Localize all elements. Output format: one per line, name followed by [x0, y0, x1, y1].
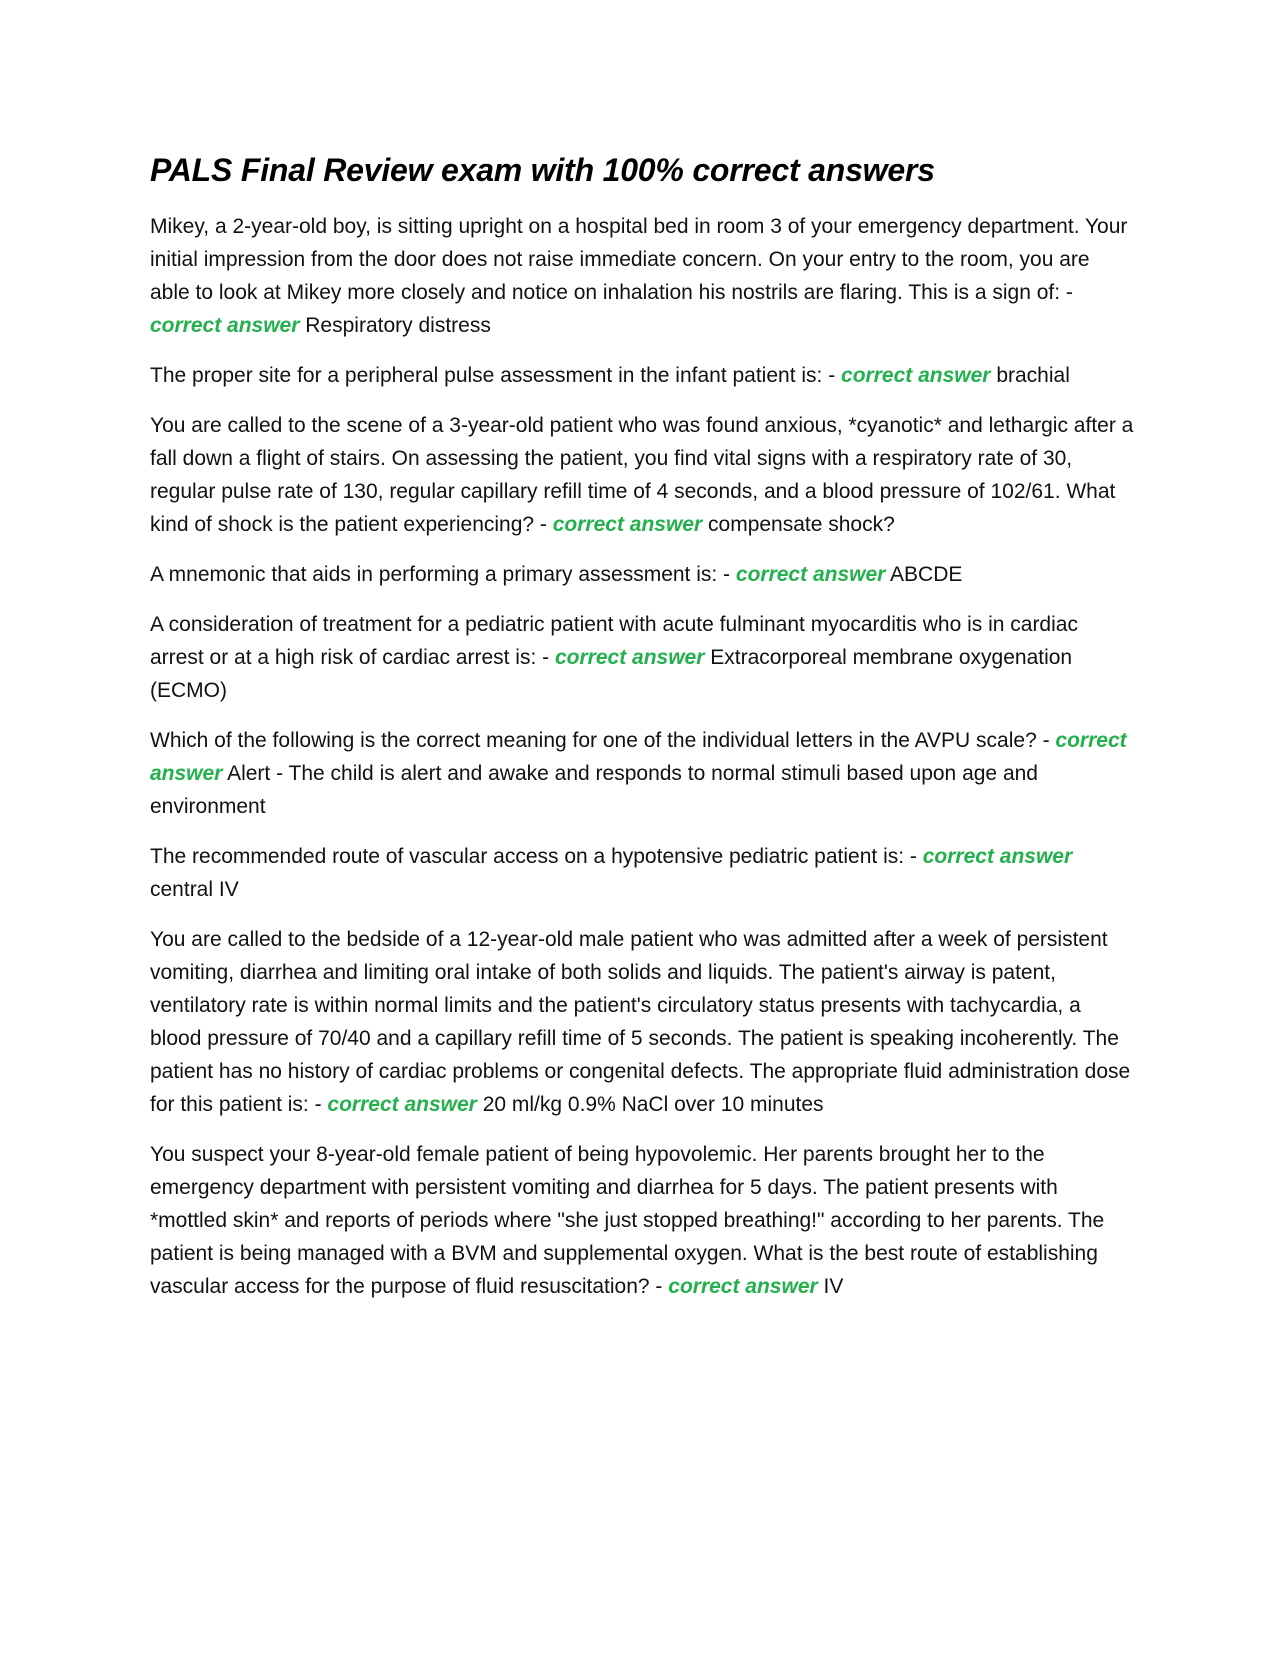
correct-answer-label: correct answer	[150, 729, 1127, 785]
answer-text: Extracorporeal membrane oxygenation (ECMO)	[150, 646, 1073, 702]
qa-item	[150, 359, 1135, 392]
document-page	[150, 150, 1135, 1320]
qa-item	[150, 409, 1135, 541]
correct-answer-label: correct answer	[554, 646, 705, 669]
answer-text: compensate shock?	[708, 513, 895, 536]
answer-text: central IV	[150, 878, 239, 901]
answer-text: brachial	[996, 364, 1070, 387]
question-text: You are called to the scene of a 3-year-old patient who was found anxious, *cyanotic* and lethargic after a fall down a flight of stairs. On assessing the patient, you find vital signs with a respiratory rate of 30, regular pulse rate of 130, regular capillary refill time of 4 seconds, and a blood pressure of 102/61. What kind of shock is the patient experiencing? -	[150, 414, 1134, 536]
answer-text: IV	[823, 1275, 844, 1298]
answer-text: 20 ml/kg 0.9% NaCl over 10 minutes	[482, 1093, 824, 1116]
question-text: You are called to the bedside of a 12-year-old male patient who was admitted after a week of persistent vomiting, diarrhea and limiting oral intake of both solids and liquids. The patient's airway is patent, ventilatory rate is within normal limits and the patient's circulatory status presents with tachycardia, a blood pressure of 70/40 and a capillary refill time of 5 seconds. The patient is speaking incoherently. The patient has no history of cardiac problems or congenital defects. The appropriate fluid administration dose for this patient is: -	[150, 928, 1131, 1116]
qa-item	[150, 558, 1135, 591]
correct-answer-label: correct answer	[735, 563, 886, 586]
answer-text: Alert - The child is alert and awake and responds to normal stimuli based upon age and environment	[150, 762, 1038, 818]
correct-answer-label: correct answer	[668, 1275, 818, 1298]
question-text: Mikey, a 2-year-old boy, is sitting upright on a hospital bed in room 3 of your emergency department. Your initial impression from the door does not raise immediate concern. On your entry to the room, you are able to look at Mikey more closely and notice on inhalation his nostrils are flaring. This is a sign of: -	[150, 215, 1128, 304]
question-text: A consideration of treatment for a pediatric patient with acute fulminant myocarditis who is in cardiac arrest or at a high risk of cardiac arrest is: -	[150, 613, 1078, 669]
answer-text: ABCDE	[890, 563, 963, 586]
document-title: PALS Final Review exam with 100% correct answers	[150, 152, 935, 188]
qa-item	[150, 1138, 1135, 1303]
qa-item	[150, 840, 1135, 906]
correct-answer-label: correct answer	[552, 513, 703, 536]
question-text: The recommended route of vascular access on a hypotensive pediatric patient is: -	[150, 845, 917, 868]
question-text: The proper site for a peripheral pulse assessment in the infant patient is: -	[150, 364, 836, 387]
correct-answer-label: correct answer	[841, 364, 991, 387]
qa-item	[150, 724, 1135, 823]
question-text: Which of the following is the correct meaning for one of the individual letters in the AVPU scale? -	[150, 729, 1050, 752]
question-text: You suspect your 8-year-old female patient of being hypovolemic. Her parents brought her to the emergency department with persistent vomiting and diarrhea for 5 days. The patient presents with *mottled skin* and reports of periods where "she just stopped breathing!" according to her parents. The patient is being managed with a BVM and supplemental oxygen. What is the best route of establishing vascular access for the purpose of fluid resuscitation? -	[150, 1143, 1105, 1298]
answer-text: Respiratory distress	[305, 314, 491, 337]
question-text: A mnemonic that aids in performing a primary assessment is: -	[150, 563, 731, 586]
correct-answer-label: correct answer	[327, 1093, 477, 1116]
qa-item	[150, 608, 1135, 707]
qa-item	[150, 210, 1135, 342]
correct-answer-label: correct answer	[150, 314, 300, 337]
correct-answer-label: correct answer	[922, 845, 1073, 868]
qa-item	[150, 923, 1135, 1121]
